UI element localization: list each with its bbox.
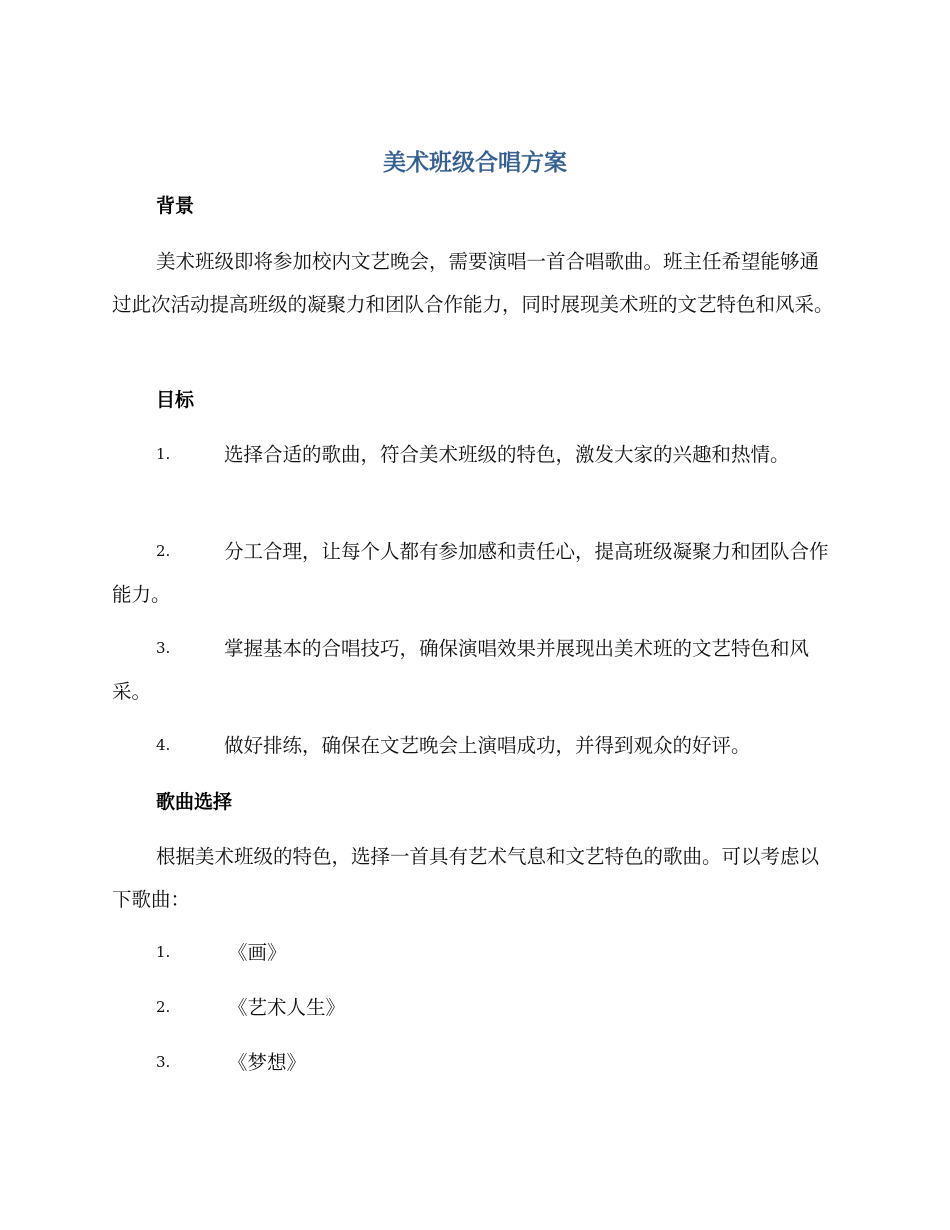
list-number: 2. <box>156 998 171 1016</box>
background-paragraph: 美术班级即将参加校内文艺晚会，需要演唱一首合唱歌曲。班主任希望能够通过此次活动提高班级的凝聚力和团队合作能力，同时展现美术班的文艺特色和风采。 <box>112 250 834 316</box>
goal-list-item <box>112 724 834 767</box>
list-number: 1. <box>156 943 171 961</box>
song-title: 《艺术人生》 <box>228 996 346 1019</box>
list-item-text: 分工合理，让每个人都有参加感和责任心，提高班级凝聚力和团队合作能力。 <box>112 540 829 606</box>
goal-list-item <box>112 433 834 476</box>
list-number: 1. <box>156 445 171 463</box>
section-heading-background: 背景 <box>156 195 195 217</box>
list-number: 4. <box>156 736 171 754</box>
list-item-text: 选择合适的歌曲，符合美术班级的特色，激发大家的兴趣和热情。 <box>224 443 790 466</box>
list-item-text: 掌握基本的合唱技巧，确保演唱效果并展现出美术班的文艺特色和风采。 <box>112 637 810 703</box>
songs-paragraph: 根据美术班级的特色，选择一首具有艺术气息和文艺特色的歌曲。可以考虑以下歌曲： <box>112 845 820 911</box>
goal-list-item <box>112 627 834 713</box>
section-heading-goals: 目标 <box>156 389 195 411</box>
list-number: 3. <box>156 639 171 657</box>
song-list-item <box>112 1041 834 1084</box>
song-list-item <box>112 931 834 974</box>
list-number: 2. <box>156 542 171 560</box>
song-title: 《画》 <box>228 941 287 964</box>
song-title: 《梦想》 <box>228 1051 307 1074</box>
list-number: 3. <box>156 1053 171 1071</box>
song-list-item <box>112 986 834 1029</box>
document-title: 美术班级合唱方案 <box>383 150 567 176</box>
list-item-text: 做好排练，确保在文艺晚会上演唱成功，并得到观众的好评。 <box>224 734 751 757</box>
section-heading-songs: 歌曲选择 <box>156 791 233 813</box>
goal-list-item <box>112 530 834 616</box>
